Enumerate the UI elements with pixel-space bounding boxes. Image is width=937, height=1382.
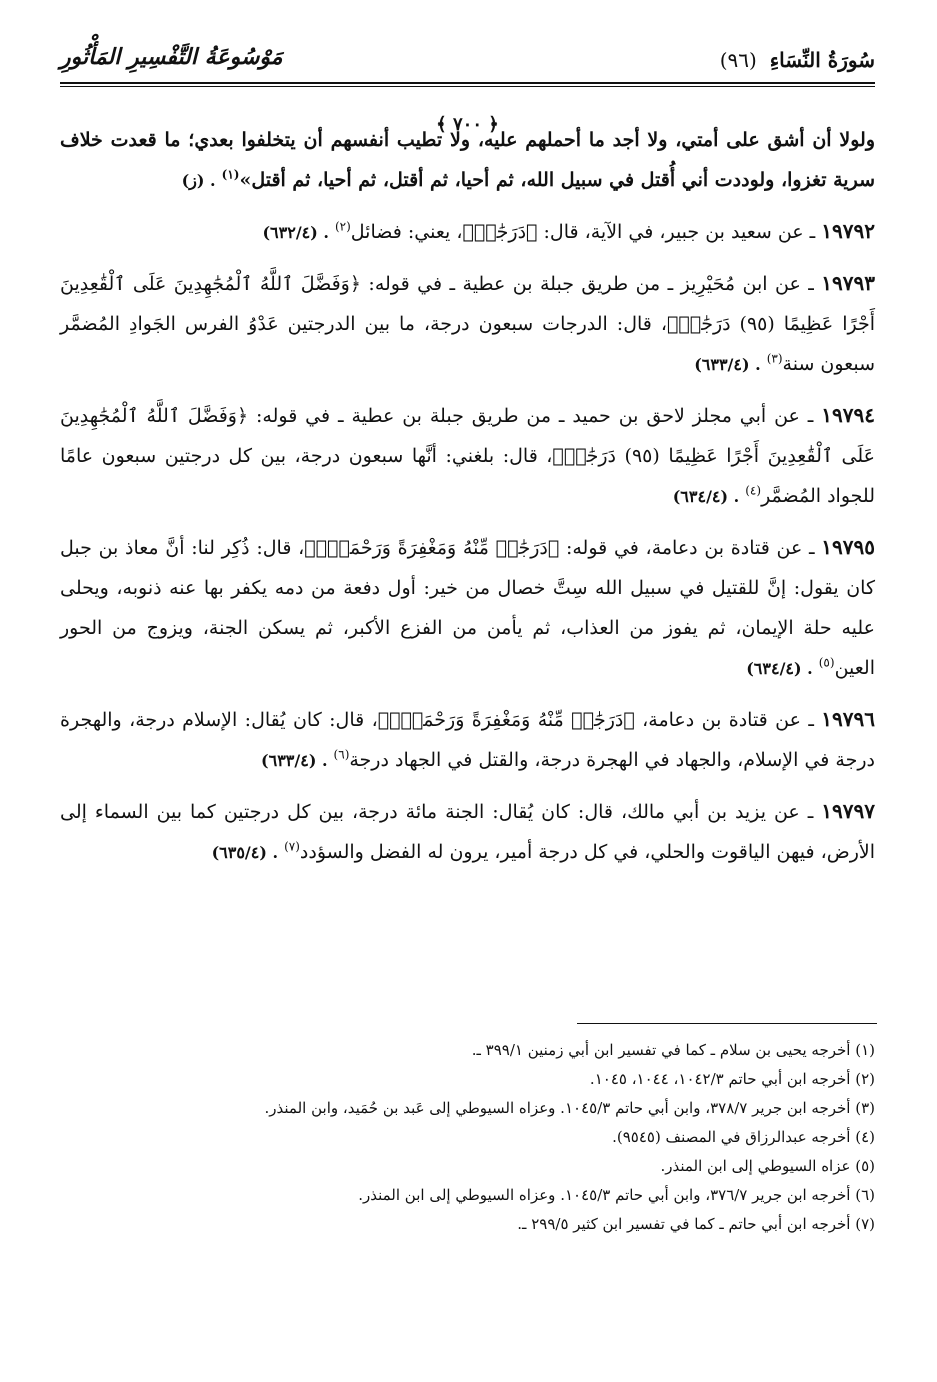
paragraph-text: ـ عن سعيد بن جبير، في الآية، قال: ﴿دَرَجَٰتٖ﴾، يعني: فضائل [350,221,816,243]
narration-19793 [60,261,875,387]
footnote-5: (٥) عزاه السيوطي إلى ابن المنذر. [660,1157,875,1175]
narration-number: ١٩٧٩٥ [821,535,875,559]
footnote-4: (٤) أخرجه عبدالرزاق في المصنف (٩٥٤٥). [612,1128,875,1146]
footnote-ref[interactable]: (٥) [818,655,835,670]
paragraph-text: ولولا أن أشق على أمتي، ولا أجد ما أحملهم عليه، ولا تطيب أنفسهم أن يتخلفوا بعدي؛ ما قعدت خلاف سرية تغزوا، ولوددت أني أُقتل في سبيل الله، ثم أحيا، ثم أقتل، ثم أحيا، ثم أقتل» [60,129,875,191]
sura-title: سُورَةُ النِّسَاءِ [769,48,875,72]
narration-19796 [60,697,875,783]
header-rule [60,82,875,84]
narration-19792 [60,209,875,255]
page-number: ﴿ ٧٠٠ ﴾ [428,114,507,135]
narration-number: ١٩٧٩٧ [821,799,876,823]
footnotes [60,1036,875,1239]
paragraph-text: ـ عن يزيد بن أبي مالك، قال: كان يُقال: الجنة مائة درجة، بين كل درجتين كما بين السماء إلى الأرض، فيهن الياقوت والحلي، في كل درجة أمير، يرون له الفضل والسؤدد [60,801,875,863]
footnote-7: (٧) أخرجه ابن أبي حاتم ـ كما في تفسير ابن كثير ٢٩٩/٥ ـ. [517,1215,875,1233]
footnote-ref[interactable]: (٤) [745,483,762,498]
footnote-ref[interactable]: (٧) [284,839,300,854]
narration-19795 [60,525,875,691]
source-ref: . (٦٣٥/٤) [211,843,279,862]
paragraph-text: ـ عن قتادة بن دعامة، ﴿دَرَجَٰتٖ مِّنْهُ وَمَغْفِرَةً وَرَحْمَةًۚ﴾، قال: كان يُقال: الإسلام درجة، والهجرة درجة في الإسلام، والجهاد في الهجرة درجة، والقتل في الجهاد درجة [60,709,875,771]
narration-number: ١٩٧٩٦ [821,707,875,731]
narration-number: ١٩٧٩٢ [821,219,875,243]
footnote-6: (٦) أخرجه ابن جرير ٣٧٦/٧، وابن أبي حاتم ١٠٤٥/٣. وعزاه السيوطي إلى ابن المنذر. [358,1186,875,1204]
header-rule-thin [60,86,875,87]
footnote-separator [577,1023,877,1024]
footnote-ref[interactable]: (٦) [333,747,350,762]
source-ref: . (٦٣٣/٤) [261,751,328,770]
sura-heading [720,48,875,72]
book-title: مَوْسُوعَةُ التَّفْسِيرِ المَأْثُورِ [60,44,283,70]
source-ref: . (ز) [181,171,216,190]
footnote-1: (١) أخرجه يحيى بن سلام ـ كما في تفسير ابن أبي زمنين ٣٩٩/١ ـ. [471,1041,875,1059]
source-ref: . (٦٣٢/٤) [262,223,329,242]
narration-19794 [60,393,875,519]
paragraph-hadith-continuation [60,118,875,203]
source-ref: . (٦٣٣/٤) [694,355,761,374]
footnote-ref[interactable]: (٢) [334,219,351,234]
footnote-3: (٣) أخرجه ابن جرير ٣٧٨/٧، وابن أبي حاتم ١٠٤٥/٣. وعزاه السيوطي إلى عَبد بن حُمَيد، وابن المنذر. [264,1099,875,1117]
footnote-2: (٢) أخرجه ابن أبي حاتم ١٠٤٢/٣، ١٠٤٤، ١٠٤٥. [589,1070,875,1088]
page-header [60,40,875,135]
narration-number: ١٩٧٩٣ [821,271,875,295]
paragraph-text: ـ عن قتادة بن دعامة، في قوله: ﴿دَرَجَٰتٖ مِّنْهُ وَمَغْفِرَةً وَرَحْمَةًۚ﴾، قال: ذُكِر لنا: أنَّ معاذ بن جبل كان يقول: إنَّ للقتيل في سبيل الله سِتَّ خصال من خير: أول دفعة من دمه يكفر بها عنه ذنوبه، ويحلى عليه حلة الإيمان، ثم يفوز من العذاب، ثم يأمن من الفزع الأكبر، ثم يسكن الجنة، ويزوج من الحور العين [60,537,875,679]
narration-19797 [60,789,875,875]
paragraph-text: ـ عن ابن مُحَيْرِيز ـ من طريق جبلة بن عطية ـ في قوله: ﴿وَفَضَّلَ ٱللَّهُ ٱلْمُجَٰهِدِينَ عَلَى ٱلْقَٰعِدِينَ أَجْرًا عَظِيمًا (٩٥) دَرَجَٰتٖ﴾، قال: الدرجات سبعون درجة، ما بين الدرجتين عَدْوُ الفرس الجَوادِ المُضمَّر سبعون سنة [60,273,875,375]
narration-number: ١٩٧٩٤ [821,403,875,427]
main-text [60,118,875,881]
footnote-ref[interactable]: (١) [221,167,240,182]
footnote-ref[interactable]: (٣) [766,351,783,366]
paragraph-text: ـ عن أبي مجلز لاحق بن حميد ـ من طريق جبلة بن عطية ـ في قوله: ﴿وَفَضَّلَ ٱللَّهُ ٱلْمُجَٰهِدِينَ عَلَى ٱلْقَٰعِدِينَ أَجْرًا عَظِيمًا (٩٥) دَرَجَٰتٖ﴾، قال: بلغني: أنَّها سبعون درجة، بين كل درجتين سبعون عامًا للجواد المُضمَّر [60,405,875,507]
source-ref: . (٦٣٤/٤) [746,659,813,678]
source-ref: . (٦٣٤/٤) [672,487,740,506]
sura-number: (٩٦) [719,48,757,72]
